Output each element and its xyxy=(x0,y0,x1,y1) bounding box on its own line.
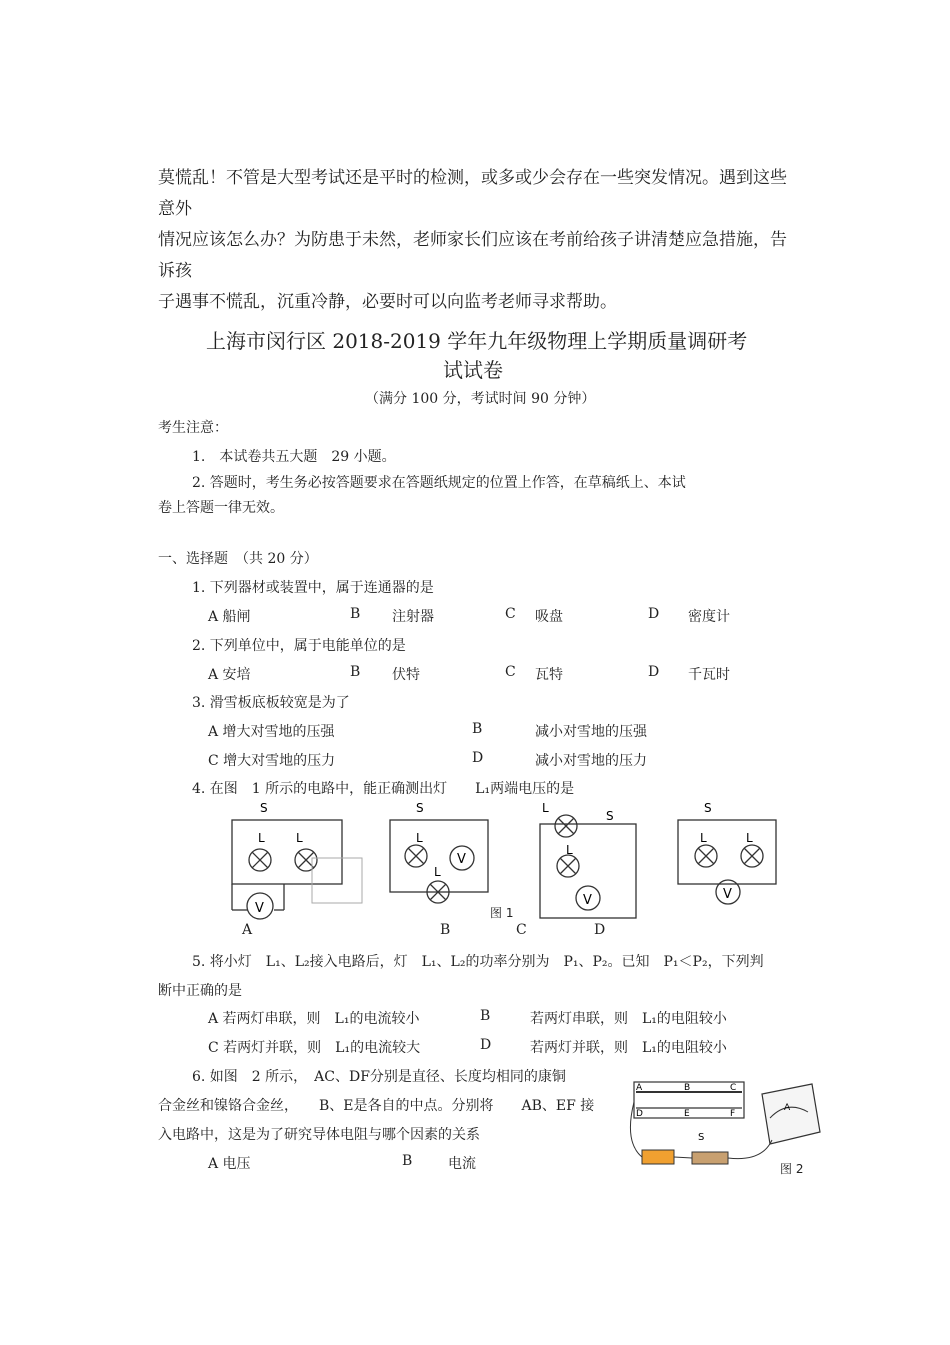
q6-option-b-text: 电流 xyxy=(448,1156,476,1172)
switch-label: S xyxy=(704,801,712,815)
q1-option-b-letter: B xyxy=(350,606,361,622)
q1-option-c-text: 吸盘 xyxy=(535,609,563,625)
circuit-c xyxy=(540,801,636,918)
voltmeter-label: V xyxy=(255,901,264,916)
lamp-label: L xyxy=(416,831,423,845)
q2-stem: 2. 下列单位中，属于电能单位的是 xyxy=(192,638,406,654)
switch-label: S xyxy=(698,1132,705,1143)
q4-option-a: A xyxy=(242,922,253,938)
q4-option-c: C xyxy=(516,922,527,938)
q2-option-b-letter: B xyxy=(350,664,361,680)
notice-2a: 2. 答题时，考生务必按答题要求在答题纸规定的位置上作答，在草稿纸上、本试 xyxy=(192,475,686,491)
intro-line-2: 情况应该怎么办？为防患于未然，老师家长们应该在考前给孩子讲清楚应急措施，告诉孩 xyxy=(158,230,787,281)
q2-option-c-text: 瓦特 xyxy=(535,667,563,683)
voltmeter-label: V xyxy=(583,893,592,908)
q2-option-a: A 安培 xyxy=(208,667,251,683)
q3-option-c: C 增大对雪地的压力 xyxy=(208,753,336,769)
intro-line-1: 莫慌乱！不管是大型考试还是平时的检测，或多或少会存在一些突发情况。遇到这些意外 xyxy=(158,168,787,219)
q5-stem-b: 断中正确的是 xyxy=(158,983,242,999)
q1-option-c-letter: C xyxy=(505,606,516,622)
q1-stem: 1. 下列器材或装置中，属于连通器的是 xyxy=(192,580,434,596)
switch-label: S xyxy=(606,809,614,823)
intro-paragraph xyxy=(158,163,798,318)
q3-option-d-letter: D xyxy=(472,750,484,766)
q3-stem: 3. 滑雪板底板较宽是为了 xyxy=(192,695,350,711)
figure-1-circuits xyxy=(220,798,800,943)
q6-option-b-letter: B xyxy=(402,1153,413,1169)
wire-label: B xyxy=(684,1083,691,1093)
q3-option-b-text: 减小对雪地的压强 xyxy=(535,724,647,740)
q5-option-b-text: 若两灯串联，则 L₁的电阻较小 xyxy=(530,1011,727,1027)
q6-stem-c: 入电路中，这是为了研究导体电阻与哪个因素的关系 xyxy=(158,1127,480,1143)
voltmeter-label: V xyxy=(723,887,732,902)
q5-option-a: A 若两灯串联，则 L₁的电流较小 xyxy=(208,1011,420,1027)
q4-option-b: B xyxy=(440,922,451,938)
wire-label: F xyxy=(730,1109,736,1119)
section-heading: 一、选择题 （共 20 分） xyxy=(158,551,318,567)
q5-option-d-letter: D xyxy=(480,1037,492,1053)
lamp-label: L xyxy=(566,843,573,857)
q5-option-c: C 若两灯并联，则 L₁的电流较大 xyxy=(208,1040,421,1056)
q4-option-d: D xyxy=(594,922,606,938)
wire-label: D xyxy=(636,1109,643,1119)
voltmeter-label: V xyxy=(457,852,466,867)
figure-2-label: 图 2 xyxy=(780,1162,804,1176)
q2-option-b-text: 伏特 xyxy=(392,667,420,683)
switch-label: S xyxy=(416,801,424,815)
exam-title-line-1: 上海市闵行区 2018-2019 学年九年级物理上学期质量调研考 xyxy=(206,329,748,353)
ammeter-icon xyxy=(762,1084,820,1144)
q6-stem-a: 6. 如图 2 所示， AC、DF分别是直径、长度均相同的康铜 xyxy=(192,1069,566,1085)
q5-stem-a: 5. 将小灯 L₁、L₂接入电路后，灯 L₁、L₂的功率分别为 P₁、P₂。已知 P₁＜P₂，下列判 xyxy=(192,954,764,970)
q2-option-c-letter: C xyxy=(505,664,516,680)
ammeter-label: A xyxy=(784,1103,791,1113)
q5-option-d-text: 若两灯并联，则 L₁的电阻较小 xyxy=(530,1040,727,1056)
switch-icon xyxy=(692,1152,728,1164)
q1-option-b-text: 注射器 xyxy=(392,609,434,625)
q4-stem: 4. 在图 1 所示的电路中，能正确测出灯 L₁两端电压的是 xyxy=(192,781,575,797)
q1-option-d-letter: D xyxy=(648,606,660,622)
q1-option-a: A 船闸 xyxy=(208,609,251,625)
switch-label: S xyxy=(260,801,268,815)
circuit-a xyxy=(232,801,362,919)
lamp-label: L xyxy=(258,831,265,845)
q3-option-d-text: 减小对雪地的压力 xyxy=(535,753,647,769)
notice-label: 考生注意： xyxy=(158,420,228,436)
figure-1-label: 图 1 xyxy=(490,906,514,920)
lamp-label: L xyxy=(542,801,549,815)
q1-option-d-text: 密度计 xyxy=(688,609,730,625)
notice-1: 1. 本试卷共五大题 29 小题。 xyxy=(192,449,396,465)
lamp-label: L xyxy=(700,831,707,845)
circuit-b xyxy=(390,801,488,903)
lamp-label: L xyxy=(296,831,303,845)
battery-icon xyxy=(642,1150,674,1164)
exam-subtitle: （满分 100 分，考试时间 90 分钟） xyxy=(365,391,596,407)
intro-line-3: 子遇事不慌乱，沉重冷静，必要时可以向监考老师寻求帮助。 xyxy=(158,292,617,312)
circuit-d xyxy=(678,801,776,904)
q6-option-a: A 电压 xyxy=(208,1156,251,1172)
notice-2b: 卷上答题一律无效。 xyxy=(158,500,284,516)
wire-label: A xyxy=(636,1083,643,1093)
wire-label: E xyxy=(684,1109,690,1119)
lamp-label: L xyxy=(434,865,441,879)
wire-label: C xyxy=(730,1083,737,1093)
q2-option-d-text: 千瓦时 xyxy=(688,667,730,683)
q2-option-d-letter: D xyxy=(648,664,660,680)
exam-title-line-2: 试试卷 xyxy=(443,358,503,382)
q3-option-a: A 增大对雪地的压强 xyxy=(208,724,335,740)
q3-option-b-letter: B xyxy=(472,721,483,737)
q5-option-b-letter: B xyxy=(480,1008,491,1024)
lamp-label: L xyxy=(746,831,753,845)
q6-stem-b: 合金丝和镍铬合金丝， B、E是各自的中点。分别将 AB、EF 接 xyxy=(158,1098,595,1114)
